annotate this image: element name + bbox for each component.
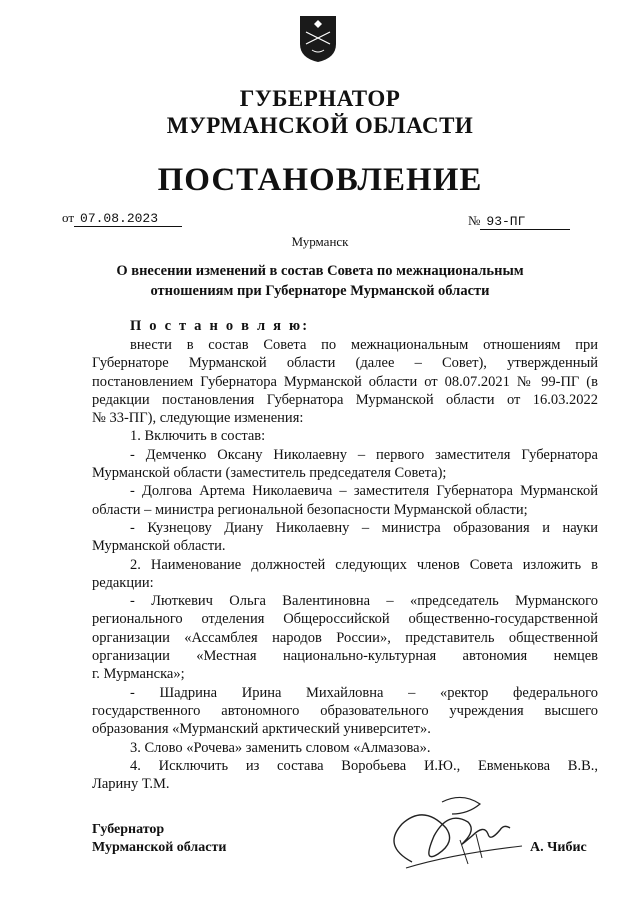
body-line: редакции: <box>92 574 154 591</box>
body-line: внести в состав Совета по межнациональным отношениям при <box>130 337 598 353</box>
coat-of-arms-icon <box>298 14 338 64</box>
issuer-title-line2: МУРМАНСКОЙ ОБЛАСТИ <box>166 113 474 138</box>
date-value: 07.08.2023 <box>74 211 182 227</box>
body-line: - Люткевич Ольга Валентиновна – «председатель Мурманского <box>130 593 598 610</box>
body-line: 4. Исключить из состава Воробьева И.Ю., Евменькова В.В., <box>130 757 598 774</box>
signer-name: А. Чибис <box>530 840 587 855</box>
subject-line1: О внесении изменений в состав Совета по межнациональным <box>116 263 524 279</box>
body-line: организации «Ассамблея народов России», представитель общественной <box>92 629 598 646</box>
body-line: организации «Местная национально-культурная автономия немцев <box>92 648 598 665</box>
subject-line2: отношениям при Губернаторе Мурманской области <box>150 283 490 299</box>
number-value: 93-ПГ <box>480 214 570 230</box>
body-line: - Шадрина Ирина Михайловна – «ректор федерального <box>130 684 598 701</box>
body-line: Губернаторе Мурманской области (далее – Совет), утвержденный <box>92 355 598 372</box>
body-line: г. Мурманска»; <box>92 666 185 683</box>
city: Мурманск <box>291 234 349 249</box>
body-line: государственного автономного образовательного учреждения высшего <box>92 702 598 719</box>
number-prefix: № <box>468 213 481 228</box>
body-line: 3. Слово «Рочева» заменить словом «Алмазова». <box>130 739 431 756</box>
body-line: регионального отделения Общероссийской общественно-государственной <box>92 611 598 628</box>
number-field <box>468 213 570 230</box>
body-line: Мурманской области (заместитель председателя Совета); <box>92 465 447 482</box>
issuer-title-line1: ГУБЕРНАТОР <box>239 86 401 111</box>
body-line: области – министра региональной безопасности Мурманской области; <box>92 501 528 518</box>
body-line: - Долгова Артема Николаевича – заместителя Губернатора Мурманской <box>130 483 598 500</box>
body-line: постановлением Губернатора Мурманской области от 08.07.2021 № 99-ПГ (в <box>92 373 598 390</box>
body-line: Ларину Т.М. <box>92 776 170 793</box>
body-line: - Кузнецову Диану Николаевну – министра образования и науки <box>130 519 598 536</box>
body-line: № 33-ПГ), следующие изменения: <box>92 410 304 427</box>
body-line: Мурманской области. <box>92 538 226 555</box>
body-line: образования «Мурманский арктический университет». <box>92 721 431 738</box>
body-line: редакции постановления Губернатора Мурманской области от 16.03.2022 <box>92 391 598 408</box>
handwritten-signature-icon <box>372 784 532 884</box>
signer-title-line1: Губернатор <box>92 822 165 837</box>
body-line: 2. Наименование должностей следующих членов Совета изложить в <box>130 556 598 573</box>
document-body <box>92 336 598 793</box>
document-type: ПОСТАНОВЛЕНИЕ <box>157 162 483 198</box>
decree-word: П о с т а н о в л я ю: <box>130 318 310 334</box>
date-prefix: от <box>62 210 75 225</box>
body-line: 1. Включить в состав: <box>130 428 266 445</box>
date-field <box>62 210 182 227</box>
body-line: - Демченко Оксану Николаевну – первого заместителя Губернатора <box>130 446 598 463</box>
signer-title-line2: Мурманской области <box>92 840 227 855</box>
